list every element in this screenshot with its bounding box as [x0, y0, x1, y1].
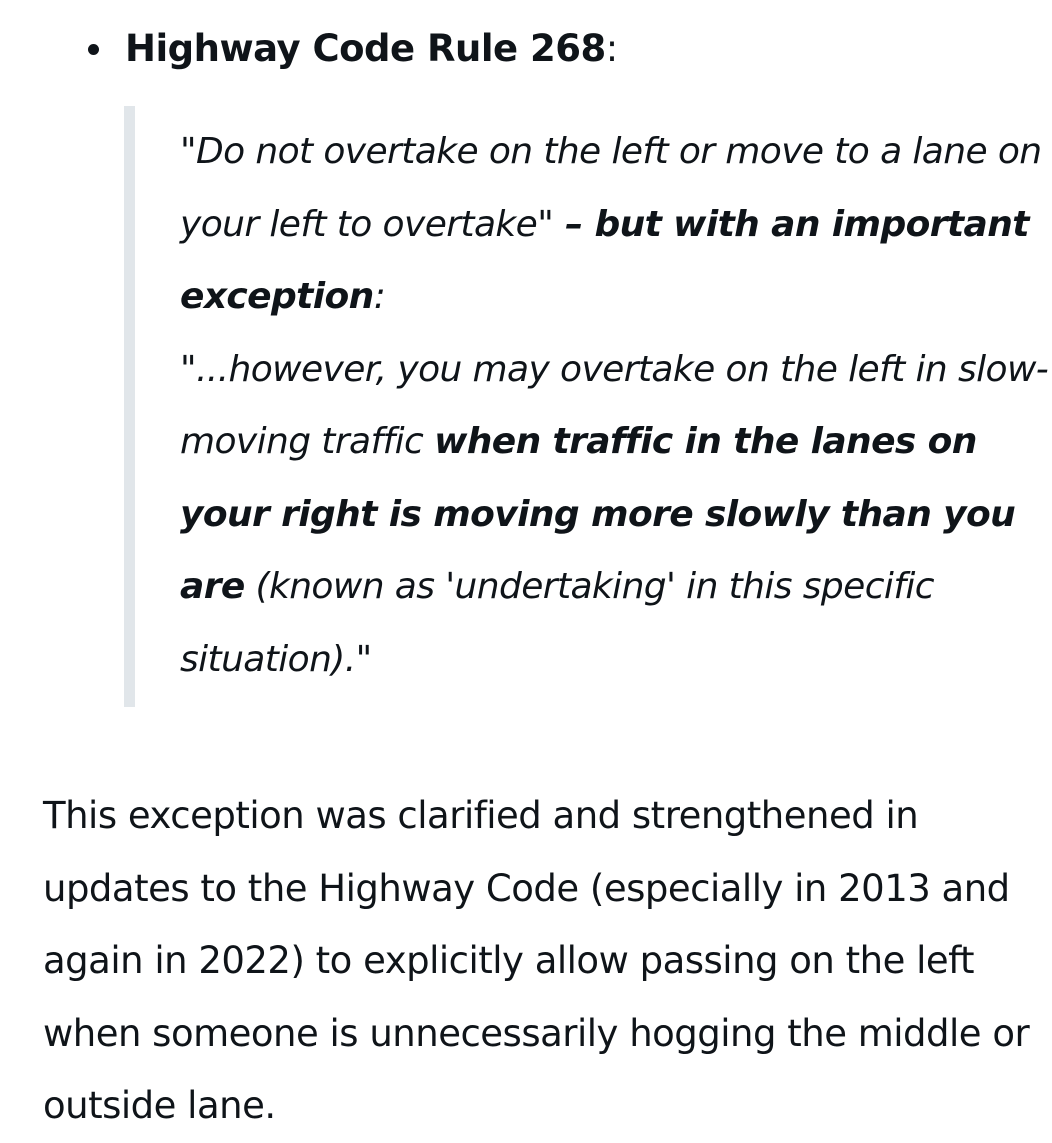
bullet-title: Highway Code Rule 268 — [125, 27, 606, 70]
quote-paragraph-2 — [180, 334, 1052, 697]
bullet-point-icon — [88, 44, 99, 55]
blockquote-content — [180, 116, 1052, 696]
quote-end-2: (known as 'undertaking' in this specific situation)." — [180, 566, 934, 680]
quote-text-1: "Do not overtake on the left or move to a lane on your left to overtake" — [180, 131, 1042, 245]
bullet-item — [88, 22, 618, 76]
bullet-heading — [125, 22, 618, 76]
quote-tail-1: : — [373, 276, 386, 317]
quote-text-2: "...however, you may overtake on the left in slow-moving traffic — [180, 348, 1049, 462]
blockquote — [124, 106, 1052, 707]
bullet-colon: : — [605, 27, 618, 70]
quote-paragraph-1 — [180, 116, 1052, 334]
body-paragraph: This exception was clarified and strengthened in updates to the Highway Code (especially in 2013 and again in 2022) to explicitly allow passing on the left when someone is unnecessarily hogging the middle or outside lane. — [43, 794, 1030, 1127]
quote-bold-1: – but with an important exception — [180, 203, 1029, 317]
quote-bold-2: when traffic in the lanes on your right is moving more slowly than you are — [180, 421, 1016, 607]
blockquote-bar — [124, 106, 135, 707]
